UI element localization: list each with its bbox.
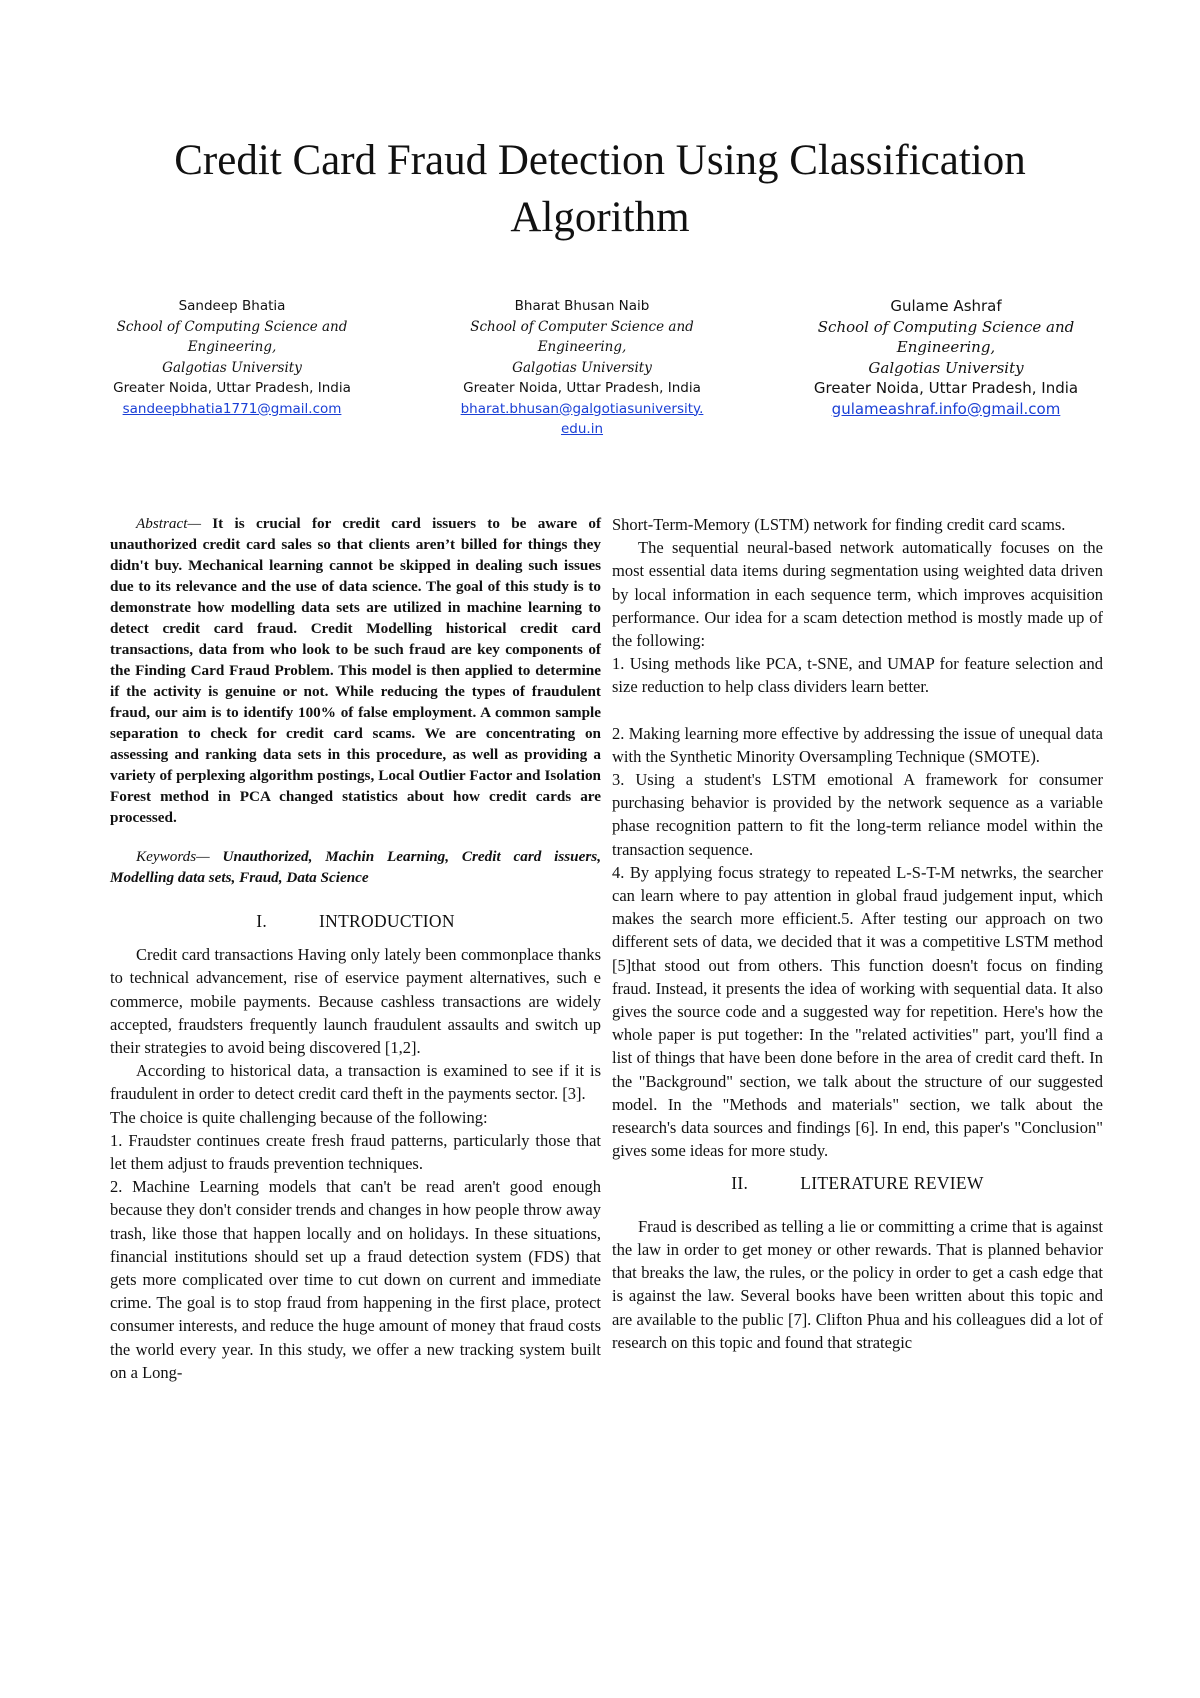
section-heading-introduction (110, 910, 601, 933)
author-block (82, 296, 382, 419)
author-email-link[interactable]: bharat.bhusan@galgotiasuniversity. (460, 400, 704, 417)
paragraph: Credit card transactions Having only lately been commonplace thanks to technical advancement, rise of eservice payment alternatives, such e commerce, mobile payments. Because cashless transactions are widely accepted, fraudsters frequently launch fraudulent assaults and switch up their strategies to avoid being discovered [1,2]. (110, 945, 601, 1058)
paragraph: Fraud is described as telling a lie or committing a crime that is against the law in order to get money or other rewards. That is planned behavior that breaks the law, the rules, or the policy in order to get a cash edge that is against the law. Several books have been written about this topic and are available to the public [7]. Clifton Phua and his colleagues did a lot of research on this topic and found that strategic (612, 1216, 1103, 1352)
author-department: Engineering, (187, 339, 277, 355)
section-number: I. (256, 911, 267, 931)
author-university: Galgotias University (512, 359, 652, 376)
right-column (612, 513, 1103, 1354)
section-title: LITERATURE REVIEW (800, 1173, 984, 1194)
abstract (110, 513, 601, 828)
abstract-text: It is crucial for credit card issuers to be aware of unauthorized credit card sales so that clients aren’t billed for things they didn't buy. Mechanical learning cannot be skipped in dealing such issues due to its relevance and the use of data science. The goal of this study is to demonstrate how modelling data sets are utilized in machine learning to detect credit card fraud. Credit Modelling historical credit card transactions, data from who look to be such fraud are key components of the Finding Card Fraud Problem. This model is then applied to determine if the activity is genuine or not. While reducing the types of fraudulent fraud, our aim is to identify 100% of false employment. A common sample separation to check for credit card scams. We are concentrating on assessing and ranking data sets in this procedure, as well as providing a variety of perplexing algorithm postings, Local Outlier Factor and Isolation Forest method in PCA changed statistics about how credit cards are processed. (110, 515, 601, 826)
list-item: 2. Machine Learning models that can't be read aren't good enough because they don't consider trends and changes in how people throw away trash, like those that happen locally and on holidays. In these situations, financial institutions should set up a fraud detection system (FDS) that gets more complicated over time to cut down on current and immediate crime. The goal is to stop fraud from happening in the first place, protect consumer interests, and reduce the huge amount of money that fraud costs the world every year. In this study, we offer a new tracking system built on a Long- (110, 1177, 601, 1382)
author-city: Greater Noida, Uttar Pradesh, India (813, 379, 1079, 397)
author-email-link[interactable]: gulameashraf.info@gmail.com (831, 399, 1061, 418)
list-item: 3. Using a student's LSTM emotional A framework for consumer purchasing behavior is provided by the network sequence as a variable phase recognition pattern to fit the long-term reliance model within the transaction sequence. (612, 770, 1103, 859)
author-name: Bharat Bhusan Naib (514, 298, 650, 314)
paragraph: Short-Term-Memory (LSTM) network for finding credit card scams. (612, 515, 1066, 534)
author-department: School of Computing Science and (817, 317, 1075, 336)
author-city: Greater Noida, Uttar Pradesh, India (113, 380, 351, 396)
list-item: 2. Making learning more effective by addressing the issue of unequal data with the Synthetic Minority Oversampling Technique (SMOTE). (612, 723, 1103, 766)
author-university: Galgotias University (162, 359, 302, 376)
author-block (796, 296, 1096, 419)
keywords-label: Keywords— (136, 848, 210, 865)
section-number: II. (731, 1173, 749, 1194)
paper-title: Credit Card Fraud Detection Using Classification Algorithm (174, 137, 1026, 241)
author-email-link[interactable]: sandeepbhatia1771@gmail.com (122, 400, 342, 417)
paragraph: The choice is quite challenging because of the following: (110, 1107, 488, 1127)
author-name: Gulame Ashraf (890, 297, 1002, 315)
author-department: School of Computer Science and (470, 318, 694, 335)
list-item: 1. Fraudster continues create fresh fraud patterns, particularly those that let them adjust to frauds prevention techniques. (110, 1130, 601, 1174)
section-title: INTRODUCTION (319, 911, 455, 931)
keywords (110, 846, 601, 888)
paragraph: The sequential neural-based network automatically focuses on the most essential data items during segmentation using weighted data driven by local information in each sequence term, which improves acquisition performance. Our idea for a scam detection method is mostly made up of the following: (612, 538, 1103, 651)
author-name: Sandeep Bhatia (178, 298, 286, 314)
author-email-link[interactable]: edu.in (560, 421, 604, 437)
section-heading-literature-review (612, 1172, 1103, 1195)
keywords-text: Unauthorized, Machin Learning, Credit card issuers, Modelling data sets, Fraud, Data Science (110, 848, 601, 886)
list-item: 1. Using methods like PCA, t-SNE, and UMAP for feature selection and size reduction to help class dividers learn better. (612, 654, 1103, 697)
left-column (110, 513, 601, 1384)
author-department: School of Computing Science and (116, 318, 348, 335)
list-item: 4. By applying focus strategy to repeated L-S-T-M netwrks, the searcher can learn where to pay attention in global fraud judgement input, which makes the search more efficient.5. After testing our approach on two different sets of data, we decided that it was a competitive LSTM method [5]that stood out from others. This function doesn't focus on finding fraud. Instead, it presents the idea of working with sequential data. It also gives the source code and a suggested way for repetition. Here's how the whole paper is put together: In the "related activities" part, you'll find a list of things that have been done before in the area of credit card theft. In the "Background" section, we talk about the structure of our suggested model. In the "Methods and materials" section, we talk about the research's data sources and findings [6]. In end, this paper's "Conclusion" gives some ideas for more study. (612, 862, 1103, 1161)
author-city: Greater Noida, Uttar Pradesh, India (463, 380, 701, 396)
author-block (432, 296, 732, 440)
abstract-label: Abstract— (136, 515, 201, 532)
author-department: Engineering, (896, 338, 996, 356)
author-department: Engineering, (537, 339, 627, 355)
paragraph: According to historical data, a transaction is examined to see if it is fraudulent in order to detect credit card theft in the payments sector. [3]. (110, 1061, 601, 1104)
author-university: Galgotias University (868, 358, 1024, 377)
